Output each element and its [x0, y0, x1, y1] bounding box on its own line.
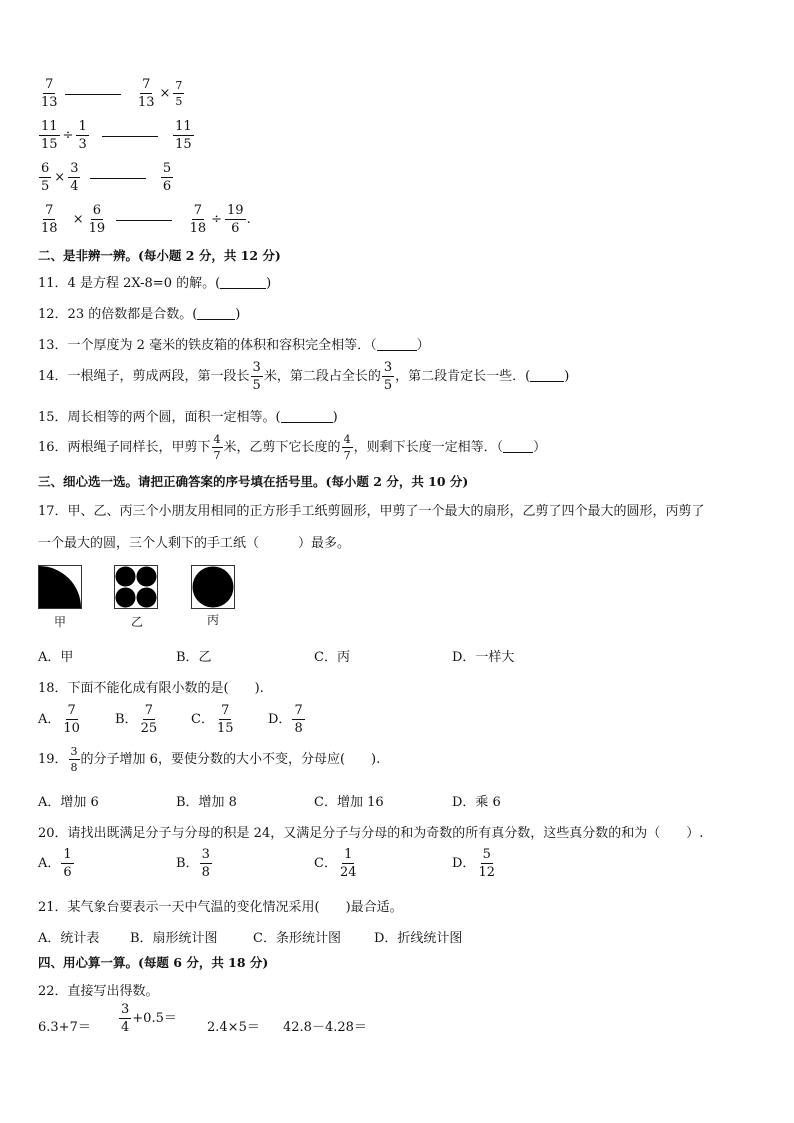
question-16: 16．两根绳子同样长，甲剪下 $\frac{4}{7}$ 米，乙剪下它长度的 $\frac{4}{7}$ ，则剩下长度一定相等．（ ）: [38, 433, 547, 462]
fraction: $\frac{7}{8}$: [294, 703, 303, 736]
compare-row-4: $\frac{7}{18}$ × $\frac{6}{19}$ $\frac{7}{18}$ ÷ $\frac{19}{6}$ .: [41, 203, 251, 236]
question-13: 13．一个厚度为 2 毫米的铁皮箱的体积和容积完全相等．（ ）: [38, 338, 430, 353]
q19-option-b[interactable]: B．增加 8: [176, 795, 237, 810]
q19-option-a[interactable]: A．增加 6: [38, 795, 99, 810]
fraction: $\frac{7}{18}$: [41, 203, 58, 236]
q17-option-c[interactable]: C．丙: [314, 650, 350, 665]
q18-option-d[interactable]: D． $\frac{7}{8}$: [268, 703, 303, 736]
fraction: $\frac{4}{7}$: [213, 433, 221, 462]
fraction: $\frac{11}{15}$: [175, 119, 192, 152]
fraction: $\frac{7}{18}$: [189, 203, 207, 236]
q21-option-b[interactable]: B．扇形统计图: [130, 931, 218, 946]
q20-option-a[interactable]: A． $\frac{1}{6}$: [38, 847, 72, 880]
answer-blank[interactable]: [503, 452, 533, 453]
answer-blank[interactable]: [102, 135, 158, 137]
q18-option-c[interactable]: C． $\frac{7}{15}$: [191, 703, 234, 736]
q18-option-b[interactable]: B． $\frac{7}{25}$: [115, 703, 158, 736]
fraction: $\frac{7}{5}$: [175, 79, 183, 108]
calc-item-1: 6.3+7＝: [38, 1020, 91, 1035]
answer-blank[interactable]: [281, 422, 333, 423]
question-11: 11．4 是方程 2X-8=0 的解。( ): [38, 276, 272, 291]
question-19: 19． $\frac{3}{8}$ 的分子增加 6，要使分数的大小不变，分母应( ).: [38, 745, 381, 774]
q19-option-c[interactable]: C．增加 16: [314, 795, 384, 810]
figure-label-yi: 乙: [131, 615, 144, 629]
q21-option-c[interactable]: C．条形统计图: [253, 931, 341, 946]
fraction: $\frac{6}{5}$: [41, 161, 50, 194]
calc-item-3: 2.4×5＝: [207, 1020, 260, 1035]
figure-label-jia: 甲: [54, 615, 67, 629]
question-18: 18．下面不能化成有限小数的是( ).: [38, 681, 264, 696]
q21-option-d[interactable]: D．折线统计图: [374, 931, 463, 946]
fraction: $\frac{3}{8}$: [201, 847, 210, 880]
fraction: $\frac{6}{19}$: [88, 203, 106, 236]
question-17-line-2: 一个最大的圆，三个人剩下的手工纸（ ）最多。: [38, 536, 351, 551]
answer-blank[interactable]: [377, 350, 417, 351]
calc-item-2: $\frac{3}{4}$ +0.5＝: [121, 1002, 177, 1035]
figure-jia-square: [38, 565, 82, 609]
circle-shape: [192, 566, 234, 608]
question-20: 20．请找出既满足分子与分母的积是 24，又满足分子与分母的和为奇数的所有真分数，这些真分数的和为（ ）.: [38, 826, 704, 841]
question-14: 14．一根绳子，剪成两段，第一段长 $\frac{3}{5}$ 米，第二段占全长的 $\frac{3}{5}$ ，第二段肯定长一些．( ): [38, 360, 570, 393]
answer-blank[interactable]: [220, 288, 266, 289]
fraction: $\frac{4}{7}$: [343, 433, 351, 462]
answer-blank[interactable]: [65, 93, 121, 95]
fraction: $\frac{1}{6}$: [63, 847, 72, 880]
fraction: $\frac{19}{6}$: [227, 203, 244, 236]
question-22: 22．直接写出得数。: [38, 984, 159, 999]
fraction: $\frac{3}{4}$: [121, 1002, 130, 1035]
fraction: $\frac{3}{8}$: [70, 745, 78, 774]
fraction: $\frac{7}{25}$: [140, 703, 158, 736]
fraction: $\frac{5}{6}$: [162, 161, 172, 194]
fraction: $\frac{1}{3}$: [78, 119, 87, 152]
fraction: $\frac{7}{15}$: [216, 703, 234, 736]
answer-blank[interactable]: [90, 177, 146, 179]
question-12: 12．23 的倍数都是合数。( ): [38, 307, 241, 322]
q21-option-a[interactable]: A．统计表: [38, 931, 100, 946]
fraction: $\frac{5}{12}$: [478, 847, 495, 880]
question-15: 15．周长相等的两个圆，面积一定相等。( ): [38, 410, 338, 425]
question-17-line-1: 17．甲、乙、丙三个小朋友用相同的正方形手工纸剪圆形，甲剪了一个最大的扇形，乙剪了四个最大的圆形，丙剪了: [38, 504, 705, 519]
fraction: $\frac{3}{5}$: [252, 360, 261, 393]
q17-option-d[interactable]: D．一样大: [452, 650, 515, 665]
q20-option-d[interactable]: D． $\frac{5}{12}$: [452, 847, 495, 880]
quarter-circle-shape: [39, 566, 81, 608]
section-4-title: 四、用心算一算。(每题 6 分，共 18 分): [38, 955, 269, 970]
figure-label-bing: 丙: [207, 613, 220, 627]
compare-row-3: $\frac{6}{5}$ × $\frac{3}{4}$ $\frac{5}{6}$: [41, 161, 172, 194]
compare-row-2: $\frac{11}{15}$ ÷ $\frac{1}{3}$ $\frac{11}{15}$: [41, 119, 192, 152]
answer-blank[interactable]: [530, 381, 564, 382]
fraction: $\frac{1}{24}$: [339, 847, 357, 880]
answer-blank[interactable]: [197, 319, 235, 320]
four-circles-shape: [115, 566, 157, 608]
compare-row-1: $\frac{7}{13}$ $\frac{7}{13}$ × $\frac{7}{5}$: [41, 77, 183, 110]
q20-option-c[interactable]: C． $\frac{1}{24}$: [314, 847, 357, 880]
fraction: $\frac{3}{5}$: [383, 360, 393, 393]
q20-option-b[interactable]: B． $\frac{3}{8}$: [176, 847, 210, 880]
figure-yi-square: [114, 565, 158, 609]
q19-option-d[interactable]: D．乘 6: [452, 795, 501, 810]
q17-option-a[interactable]: A．甲: [38, 650, 74, 665]
figure-bing-square: [191, 565, 235, 609]
answer-blank[interactable]: [116, 219, 172, 221]
calc-item-4: 42.8－4.28＝: [283, 1020, 367, 1035]
q18-option-a[interactable]: A． $\frac{7}{10}$: [38, 703, 80, 736]
fraction: $\frac{11}{15}$: [41, 119, 58, 152]
fraction: $\frac{3}{4}$: [70, 161, 79, 194]
fraction: $\frac{7}{13}$: [41, 77, 58, 110]
q17-option-b[interactable]: B．乙: [176, 650, 212, 665]
section-2-title: 二、是非辨一辨。(每小题 2 分，共 12 分): [38, 248, 281, 263]
fraction: $\frac{7}{13}$: [137, 77, 155, 110]
section-3-title: 三、细心选一选。请把正确答案的序号填在括号里。(每小题 2 分，共 10 分): [38, 474, 469, 489]
fraction: $\frac{7}{10}$: [63, 703, 80, 736]
question-21: 21．某气象台要表示一天中气温的变化情况采用( )最合适。: [38, 900, 403, 915]
